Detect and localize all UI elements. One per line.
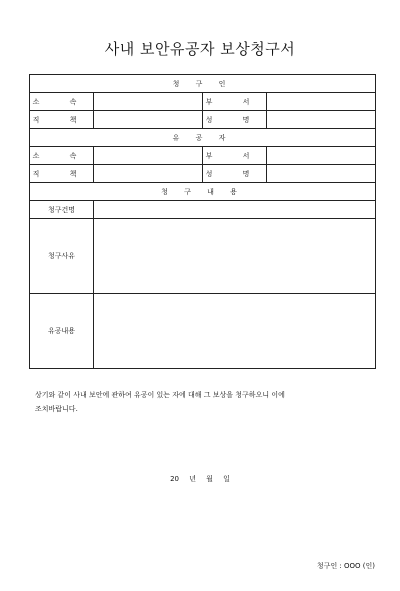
contributor-name-field[interactable] <box>267 165 376 183</box>
claim-reason-label: 청구사유 <box>30 219 94 294</box>
contributor-position-field[interactable] <box>94 165 203 183</box>
contributor-affiliation-field[interactable] <box>94 147 203 165</box>
claimant-affiliation-label: 소 속 <box>30 93 94 111</box>
contributor-department-field[interactable] <box>267 147 376 165</box>
request-statement-line-2: 조치바랍니다. <box>35 405 78 413</box>
claim-form-table <box>29 74 376 369</box>
claim-title-field[interactable] <box>94 201 376 219</box>
contributor-position-label: 직 책 <box>30 165 94 183</box>
document-title: 사내 보안유공자 보상청구서 <box>104 40 296 58</box>
request-statement-line-1: 상기와 같이 사내 보안에 관하여 유공이 있는 자에 대해 그 보상을 청구하오니 이에 <box>35 391 285 399</box>
date-line: 20 년 월 일 <box>170 475 230 483</box>
claimant-affiliation-field[interactable] <box>94 93 203 111</box>
claim-title-label: 청구건명 <box>30 201 94 219</box>
claimant-department-label: 부 서 <box>203 93 267 111</box>
contributor-affiliation-label: 소 속 <box>30 147 94 165</box>
request-statement <box>35 388 365 416</box>
merit-content-label: 유공내용 <box>30 294 94 369</box>
contributor-name-label: 성 명 <box>203 165 267 183</box>
claim-reason-field[interactable] <box>94 219 376 294</box>
claimant-department-field[interactable] <box>267 93 376 111</box>
claimant-position-label: 직 책 <box>30 111 94 129</box>
claimant-name-field[interactable] <box>267 111 376 129</box>
claimant-name-label: 성 명 <box>203 111 267 129</box>
claimant-signature: 청구인 : OOO (인) <box>316 562 375 570</box>
claim-section-header: 청 구 내 용 <box>30 183 376 201</box>
merit-content-field[interactable] <box>94 294 376 369</box>
claimant-section-header: 청 구 인 <box>30 75 376 93</box>
contributor-section-header: 유 공 자 <box>30 129 376 147</box>
contributor-department-label: 부 서 <box>203 147 267 165</box>
claimant-position-field[interactable] <box>94 111 203 129</box>
